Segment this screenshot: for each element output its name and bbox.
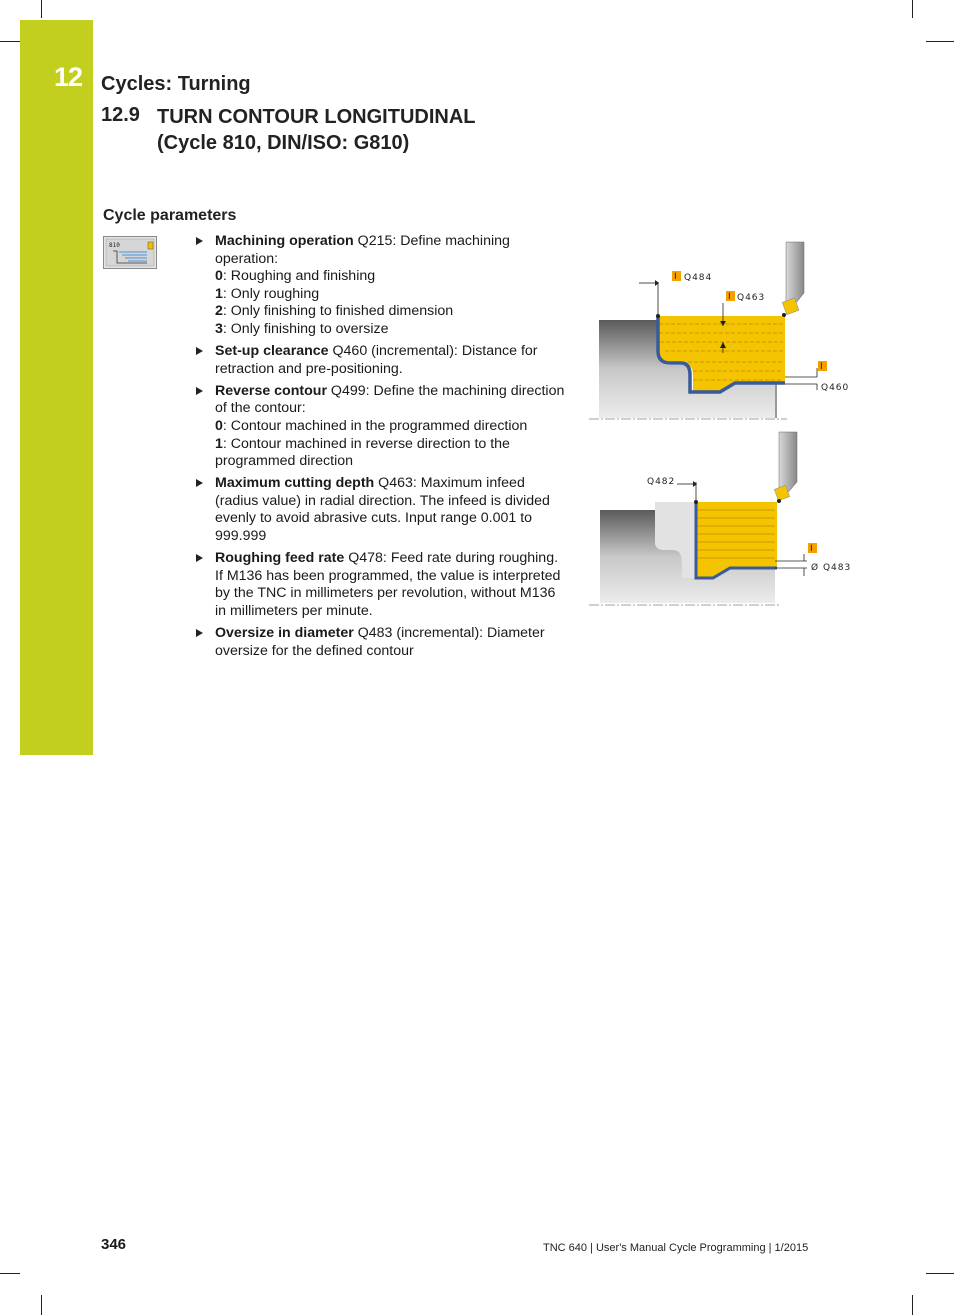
param-desc: Q215: Define machining operation:: [215, 233, 510, 267]
param-name: Reverse contour: [215, 382, 327, 399]
subheading: Cycle parameters: [103, 207, 237, 224]
crop-mark: [926, 1273, 954, 1274]
crop-mark: [41, 0, 42, 18]
figure-finishing-diagram: [585, 430, 860, 610]
crop-mark: [0, 41, 20, 42]
label-q460: Q460: [821, 383, 850, 393]
crop-mark: [41, 1295, 42, 1315]
label-i: I: [674, 272, 677, 282]
param-option: 0: Roughing and finishing: [215, 268, 376, 285]
crop-mark: [912, 1295, 913, 1315]
footer-text: TNC 640 | User's Manual Cycle Programming | 1/2015: [543, 1242, 809, 1254]
section-title-line2: (Cycle 810, DIN/ISO: G810): [157, 132, 410, 154]
param-option: 0: Contour machined in the programmed direction: [215, 417, 528, 434]
chapter-sidebar: [20, 20, 93, 755]
bullet-arrow-icon: [196, 629, 203, 637]
bullet-arrow-icon: [196, 237, 203, 245]
param-option: 2: Only finishing to finished dimension: [215, 303, 454, 320]
label-i: I: [810, 544, 813, 554]
section-title-line1: TURN CONTOUR LONGITUDINAL: [157, 106, 476, 128]
param-option: 1: Only roughing: [215, 285, 320, 302]
page-number: 346: [101, 1236, 127, 1253]
thumbnail-label: 810: [109, 242, 120, 249]
param-name: Maximum cutting depth: [215, 475, 375, 492]
bullet-arrow-icon: [196, 554, 203, 562]
param-option: 3: Only finishing to oversize: [215, 320, 389, 337]
label-q482: Q482: [647, 477, 676, 487]
param-desc: Q499: Define the machining direction of the contour:: [215, 382, 565, 417]
crop-mark: [0, 1273, 20, 1274]
cycle-softkey-icon: [103, 236, 157, 269]
chapter-number: 12: [54, 62, 83, 92]
param-name: Roughing feed rate: [215, 550, 345, 567]
param-option: 1: Contour machined in reverse direction to the programmed direction: [215, 435, 510, 470]
label-q484: Q484: [684, 273, 713, 283]
label-q483: Ø Q483: [811, 563, 852, 573]
param-desc: Q483 (incremental): Diameter oversize for the defined contour: [215, 624, 545, 659]
bullet-arrow-icon: [196, 347, 203, 355]
param-oversize-in-diameter: [196, 625, 568, 660]
section-number: 12.9: [101, 104, 140, 126]
param-name: Set-up clearance: [215, 343, 329, 360]
bullet-arrow-icon: [196, 387, 203, 395]
param-desc: Q460 (incremental): Distance for retraction and pre-positioning.: [215, 343, 538, 377]
label-i: I: [820, 362, 823, 372]
chapter-title: Cycles: Turning: [101, 73, 251, 95]
parameter-list: [196, 233, 568, 665]
param-reverse-contour: [196, 383, 568, 471]
section-title: [157, 104, 476, 156]
param-roughing-feed-rate: [196, 550, 568, 620]
param-name: Oversize in diameter: [215, 624, 354, 641]
param-machining-operation: [196, 233, 568, 339]
figure-roughing-diagram: [585, 238, 860, 428]
bullet-arrow-icon: [196, 479, 203, 487]
crop-mark: [912, 0, 913, 18]
label-q463: Q463: [737, 293, 766, 303]
crop-mark: [926, 41, 954, 42]
param-desc: Q478: Feed rate during roughing. If M136 has been programmed, the value is interpreted by the TNC in millimeters per revolution, without M136 in millimeters per minute.: [215, 550, 561, 619]
param-desc: Q463: Maximum infeed (radius value) in radial direction. The infeed is divided evenly to avoid abrasive cuts. Input range 0.001 to 999.999: [215, 475, 550, 544]
param-setup-clearance: [196, 343, 568, 378]
label-i: I: [728, 292, 731, 302]
param-max-cutting-depth: [196, 475, 568, 545]
param-name: Machining operation: [215, 233, 354, 249]
